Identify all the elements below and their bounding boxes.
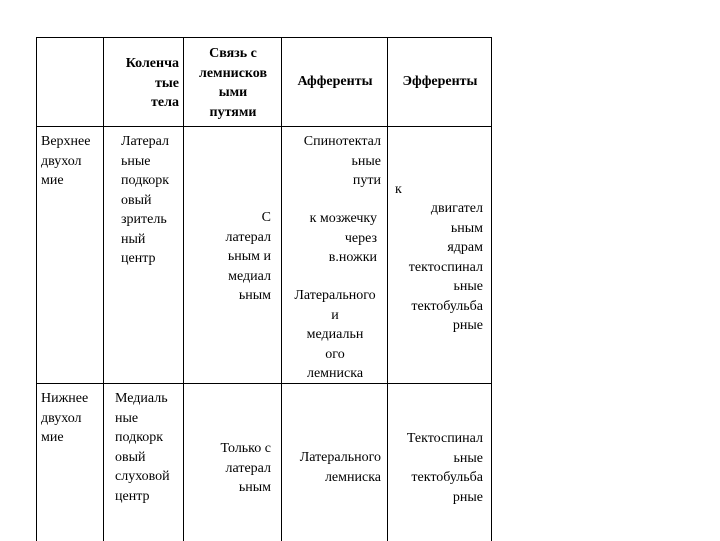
comparison-table bbox=[36, 37, 492, 541]
column-divider-1 bbox=[103, 38, 104, 541]
row-superior-colliculus-bodies: Латерал ьные подкорк овый зритель ный центр bbox=[121, 134, 170, 266]
header-efferents: Эфференты bbox=[402, 74, 478, 89]
row-inferior-colliculus-efferent: Тектоспинал ьные тектобульба рные bbox=[406, 431, 483, 505]
row-inferior-colliculus-bodies: Медиаль ные подкорк овый слуховой центр bbox=[115, 391, 170, 504]
header-geniculate-bodies: Коленча тые тела bbox=[125, 56, 179, 110]
column-divider-2 bbox=[183, 38, 184, 541]
column-divider-4 bbox=[387, 38, 388, 541]
header-lemniscal-connection: Связь с лемнисков ыми путями bbox=[198, 46, 268, 120]
row-superior-colliculus-efferent-prefix: к bbox=[395, 182, 402, 197]
row-superior-colliculus-lemniscal: С латерал ьным и медиал ьным bbox=[225, 210, 271, 303]
header-divider bbox=[37, 126, 491, 127]
row-superior-colliculus-efferent: двигател ьным ядрам тектоспинал ьные тектобульба рные bbox=[408, 201, 483, 333]
row-superior-colliculus-afferent-cerebellum: к мозжечку через в.ножки bbox=[309, 211, 377, 265]
row-inferior-colliculus-name: Нижнее двухол мие bbox=[41, 391, 89, 445]
row-superior-colliculus-name: Верхнее двухол мие bbox=[41, 134, 91, 188]
row-superior-colliculus-afferent-spinotectal: Спинотектал ьные пути bbox=[303, 134, 381, 188]
column-divider-3 bbox=[281, 38, 282, 541]
row-superior-colliculus-afferent-lemniscus: Латерального и медиальн ого лемниска bbox=[294, 288, 376, 381]
row-inferior-colliculus-lemniscal: Только с латерал ьным bbox=[220, 441, 271, 495]
header-afferents: Афференты bbox=[297, 74, 373, 89]
row-divider bbox=[37, 383, 491, 384]
row-inferior-colliculus-afferent: Латерального лемниска bbox=[299, 450, 381, 485]
